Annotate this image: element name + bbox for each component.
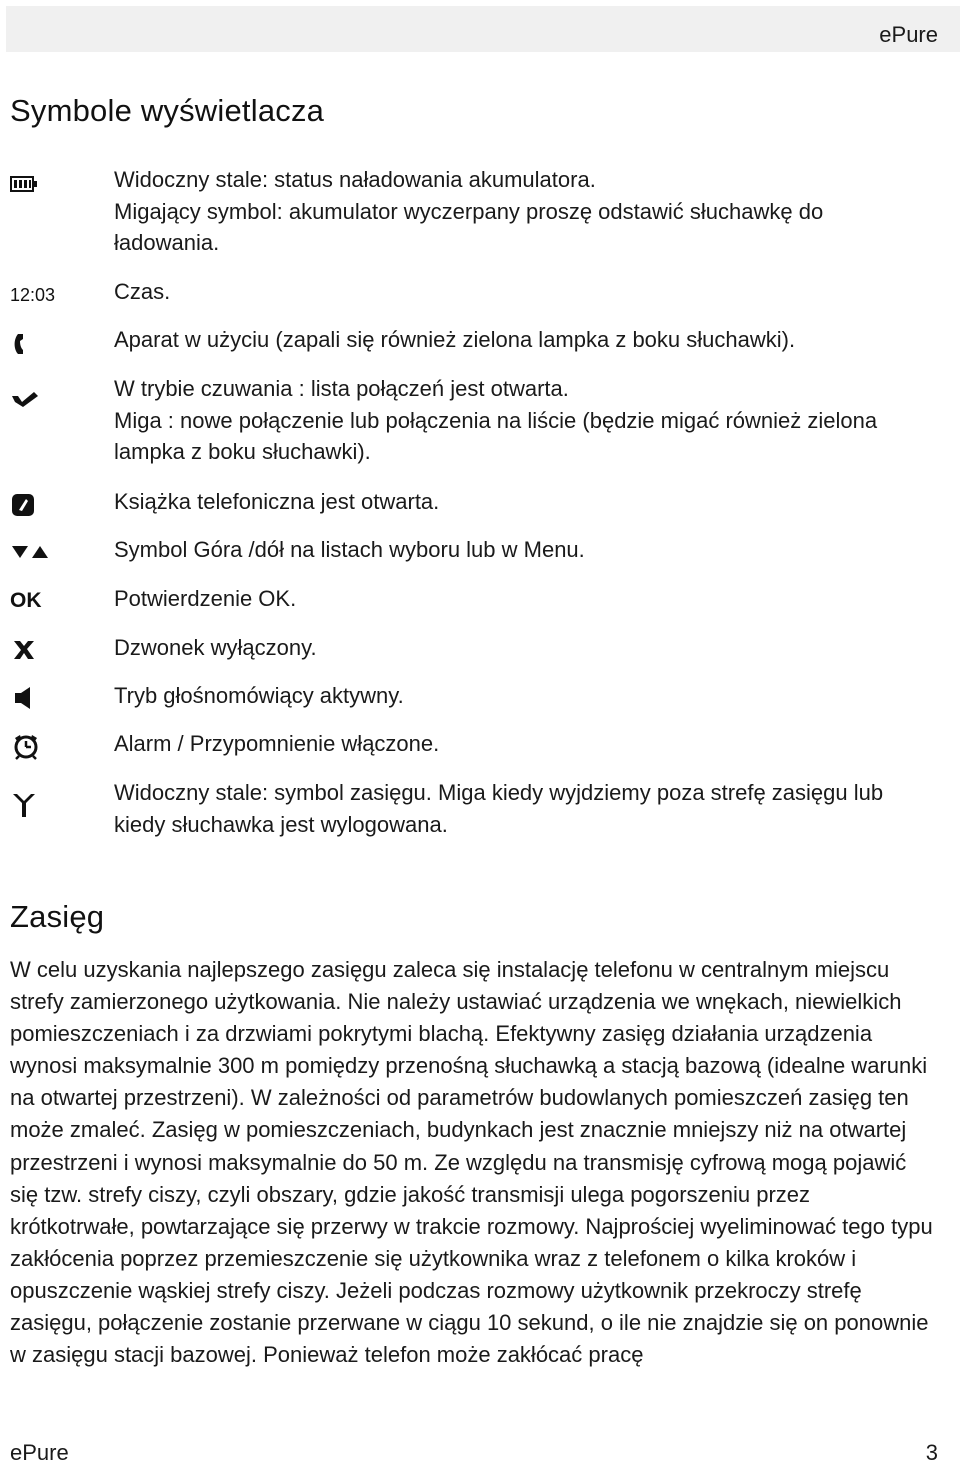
battery-icon [10,170,50,198]
handset-in-use-icon [10,330,50,358]
ok-icon [10,587,50,615]
symbol-description: Książka telefoniczna jest otwarta. [114,489,440,514]
symbol-description: Aparat w użyciu (zapali się również zielona lampka z boku słuchawki). [114,327,796,352]
symbol-description: Symbol Góra /dół na listach wyboru lub w Menu. [114,537,585,562]
up-down-arrows-icon [10,538,50,566]
section-title-display-symbols: Symbole wyświetlacza [10,93,325,128]
symbol-description: Czas. [114,279,171,304]
section-title-range: Zasięg [10,899,105,934]
ok-icon-label: OK [10,589,42,612]
ringer-off-icon [10,636,50,664]
alarm-clock-icon [10,732,50,760]
symbol-description: Dzwonek wyłączony. [114,635,317,660]
symbol-description: Potwierdzenie OK. [114,586,297,611]
symbol-description: W trybie czuwania : lista połączeń jest otwarta. Miga : nowe połączenie lub połączenia na liście (będzie migać również zielona lampka z boku słuchawki). [114,376,878,464]
antenna-signal-icon [10,791,50,819]
footer-brand: ePure [10,1440,69,1465]
speaker-icon [10,684,50,712]
symbol-description: Widoczny stale: symbol zasięgu. Miga kiedy wyjdziemy poza strefę zasięgu lub kiedy słuchawka jest wylogowana. [114,780,884,837]
page-number: 3 [925,1440,938,1465]
symbol-description: Tryb głośnomówiący aktywny. [114,683,404,708]
phonebook-icon [10,491,50,519]
clock-icon-label: 12:03 [10,284,56,305]
call-list-icon [10,385,50,413]
clock-icon [10,281,56,309]
page-header [6,6,960,52]
range-paragraph: W celu uzyskania najlepszego zasięgu zaleca się instalację telefonu w centralnym miejscu strefy zamierzonego użytkowania. Nie należy ustawiać urządzenia we wnękach, niewielkich pomieszczeniach i za drzwiami pokrytymi blachą. Efektywny zasięg działania urządzenia wynosi maksymalnie 300 m pomiędzy przenośną słuchawką a stacją bazową (idealne warunki na otwartej przestrzeni). W zależności od parametrów budowlanych pomieszczeń zasięg ten może zmaleć. Zasięg w pomieszczeniach, budynkach jest znacznie mniejszy niż na otwartej przestrzeni i wynosi maksymalnie do 50 m. Ze względu na transmisję cyfrową mogą pojawić się tzw. strefy ciszy, czyli obszary, gdzie jakość transmisji ulega pogorszeniu przez krótkotrwałe, powtarzające się przerwy w trakcie rozmowy. Najprościej wyeliminować tego typu zakłócenia poprzez przemieszczenie się użytkownika wraz z telefonem o kilka kroków i opuszczenie wąskiej strefy ciszy. Jeżeli podczas rozmowy użytkownik przekroczy strefę zasięgu, połączenie zostanie przerwane w ciągu 10 sekund, o ile nie znajdzie się on ponownie w zasięgu stacji bazowej. Ponieważ telefon może zakłócać pracę [10,957,933,1368]
symbol-description: Alarm / Przypomnienie włączone. [114,731,440,756]
header-brand: ePure [879,22,938,47]
symbol-description: Widoczny stale: status naładowania akumulatora. Migający symbol: akumulator wyczerpany proszę odstawić słuchawkę do ładowania. [114,167,824,255]
